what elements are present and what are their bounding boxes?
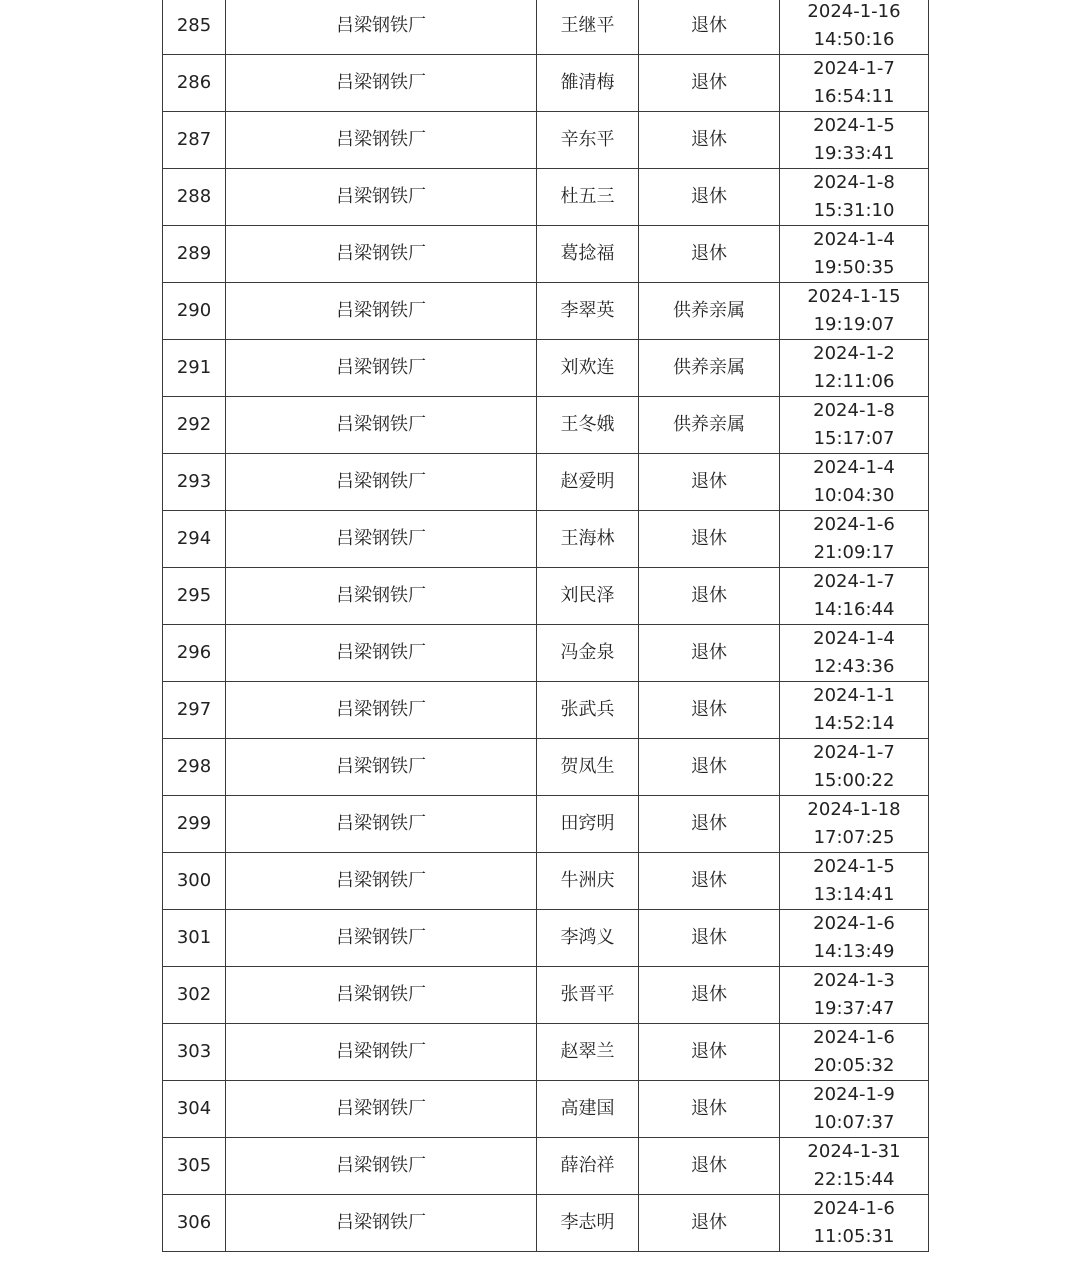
row-number-cell: 298	[163, 739, 226, 796]
table-row	[163, 283, 929, 340]
timestamp-time: 14:52:14	[813, 713, 895, 734]
category-cell: 退休	[639, 454, 780, 511]
category-cell: 退休	[639, 55, 780, 112]
timestamp-cell	[780, 739, 929, 796]
row-number-cell: 302	[163, 967, 226, 1024]
row-number-cell: 292	[163, 397, 226, 454]
row-number-cell: 286	[163, 55, 226, 112]
name-cell: 冯金泉	[537, 625, 639, 682]
name-cell: 高建国	[537, 1081, 639, 1138]
unit-cell: 吕梁钢铁厂	[226, 625, 537, 682]
name-cell: 王继平	[537, 0, 639, 55]
unit-cell: 吕梁钢铁厂	[226, 283, 537, 340]
unit-cell: 吕梁钢铁厂	[226, 967, 537, 1024]
table-row	[163, 625, 929, 682]
unit-cell: 吕梁钢铁厂	[226, 796, 537, 853]
timestamp-date: 2024-1-2	[813, 343, 895, 364]
name-cell: 张武兵	[537, 682, 639, 739]
timestamp-date: 2024-1-8	[813, 400, 895, 421]
unit-cell: 吕梁钢铁厂	[226, 226, 537, 283]
row-number-cell: 297	[163, 682, 226, 739]
unit-cell: 吕梁钢铁厂	[226, 910, 537, 967]
table-row	[163, 853, 929, 910]
table-row	[163, 397, 929, 454]
name-cell: 田窍明	[537, 796, 639, 853]
timestamp-time: 12:43:36	[813, 656, 895, 677]
unit-cell: 吕梁钢铁厂	[226, 1024, 537, 1081]
timestamp-time: 17:07:25	[813, 827, 895, 848]
timestamp-cell	[780, 1195, 929, 1252]
category-cell: 退休	[639, 796, 780, 853]
name-cell: 杜五三	[537, 169, 639, 226]
timestamp-time: 21:09:17	[813, 542, 895, 563]
row-number-cell: 301	[163, 910, 226, 967]
unit-cell: 吕梁钢铁厂	[226, 397, 537, 454]
timestamp-date: 2024-1-15	[807, 286, 901, 307]
timestamp-date: 2024-1-6	[813, 514, 895, 535]
category-cell: 退休	[639, 1081, 780, 1138]
category-cell: 退休	[639, 112, 780, 169]
name-cell: 牛洲庆	[537, 853, 639, 910]
timestamp-date: 2024-1-7	[813, 571, 895, 592]
timestamp-cell	[780, 454, 929, 511]
timestamp-cell	[780, 1024, 929, 1081]
timestamp-cell	[780, 340, 929, 397]
category-cell: 退休	[639, 169, 780, 226]
category-cell: 退休	[639, 511, 780, 568]
table-row	[163, 169, 929, 226]
row-number-cell: 304	[163, 1081, 226, 1138]
name-cell: 张晋平	[537, 967, 639, 1024]
table-row	[163, 340, 929, 397]
unit-cell: 吕梁钢铁厂	[226, 1195, 537, 1252]
table-row	[163, 226, 929, 283]
row-number-cell: 291	[163, 340, 226, 397]
name-cell: 辛东平	[537, 112, 639, 169]
row-number-cell: 293	[163, 454, 226, 511]
timestamp-time: 12:11:06	[813, 371, 895, 392]
timestamp-date: 2024-1-4	[813, 628, 895, 649]
timestamp-cell	[780, 682, 929, 739]
category-cell: 退休	[639, 0, 780, 55]
timestamp-date: 2024-1-4	[813, 457, 895, 478]
timestamp-cell	[780, 910, 929, 967]
timestamp-time: 10:07:37	[813, 1112, 895, 1133]
timestamp-cell	[780, 112, 929, 169]
category-cell: 退休	[639, 1024, 780, 1081]
timestamp-date: 2024-1-4	[813, 229, 895, 250]
table-row	[163, 112, 929, 169]
timestamp-time: 14:50:16	[813, 29, 895, 50]
timestamp-cell	[780, 853, 929, 910]
roster-table-body	[163, 0, 929, 1252]
row-number-cell: 285	[163, 0, 226, 55]
table-row	[163, 568, 929, 625]
timestamp-date: 2024-1-16	[807, 1, 901, 22]
category-cell: 退休	[639, 682, 780, 739]
category-cell: 退休	[639, 1195, 780, 1252]
timestamp-time: 16:54:11	[813, 86, 895, 107]
category-cell: 供养亲属	[639, 340, 780, 397]
row-number-cell: 289	[163, 226, 226, 283]
timestamp-date: 2024-1-1	[813, 685, 895, 706]
name-cell: 李志明	[537, 1195, 639, 1252]
timestamp-date: 2024-1-18	[807, 799, 901, 820]
category-cell: 退休	[639, 1138, 780, 1195]
unit-cell: 吕梁钢铁厂	[226, 682, 537, 739]
unit-cell: 吕梁钢铁厂	[226, 454, 537, 511]
timestamp-time: 14:13:49	[813, 941, 895, 962]
unit-cell: 吕梁钢铁厂	[226, 169, 537, 226]
timestamp-date: 2024-1-6	[813, 913, 895, 934]
unit-cell: 吕梁钢铁厂	[226, 112, 537, 169]
timestamp-date: 2024-1-9	[813, 1084, 895, 1105]
name-cell: 李鸿义	[537, 910, 639, 967]
unit-cell: 吕梁钢铁厂	[226, 55, 537, 112]
timestamp-cell	[780, 1081, 929, 1138]
unit-cell: 吕梁钢铁厂	[226, 568, 537, 625]
category-cell: 供养亲属	[639, 397, 780, 454]
name-cell: 李翠英	[537, 283, 639, 340]
timestamp-cell	[780, 1138, 929, 1195]
table-row	[163, 1195, 929, 1252]
timestamp-time: 20:05:32	[813, 1055, 895, 1076]
name-cell: 刘欢连	[537, 340, 639, 397]
timestamp-cell	[780, 0, 929, 55]
table-row	[163, 910, 929, 967]
name-cell: 王冬娥	[537, 397, 639, 454]
row-number-cell: 300	[163, 853, 226, 910]
timestamp-date: 2024-1-6	[813, 1198, 895, 1219]
table-row	[163, 682, 929, 739]
category-cell: 供养亲属	[639, 283, 780, 340]
timestamp-time: 10:04:30	[813, 485, 895, 506]
timestamp-cell	[780, 625, 929, 682]
row-number-cell: 288	[163, 169, 226, 226]
unit-cell: 吕梁钢铁厂	[226, 340, 537, 397]
timestamp-cell	[780, 568, 929, 625]
table-row	[163, 739, 929, 796]
timestamp-date: 2024-1-6	[813, 1027, 895, 1048]
table-row	[163, 1024, 929, 1081]
timestamp-time: 22:15:44	[813, 1169, 895, 1190]
timestamp-date: 2024-1-5	[813, 115, 895, 136]
timestamp-date: 2024-1-31	[807, 1141, 901, 1162]
timestamp-time: 19:50:35	[813, 257, 895, 278]
table-row	[163, 796, 929, 853]
table-row	[163, 1081, 929, 1138]
row-number-cell: 305	[163, 1138, 226, 1195]
unit-cell: 吕梁钢铁厂	[226, 511, 537, 568]
timestamp-cell	[780, 226, 929, 283]
name-cell: 薛治祥	[537, 1138, 639, 1195]
timestamp-cell	[780, 967, 929, 1024]
table-row	[163, 454, 929, 511]
name-cell: 雒清梅	[537, 55, 639, 112]
table-row	[163, 0, 929, 55]
name-cell: 葛捻福	[537, 226, 639, 283]
name-cell: 贺凤生	[537, 739, 639, 796]
table-row	[163, 511, 929, 568]
unit-cell: 吕梁钢铁厂	[226, 0, 537, 55]
timestamp-date: 2024-1-7	[813, 742, 895, 763]
timestamp-time: 19:33:41	[813, 143, 895, 164]
timestamp-cell	[780, 283, 929, 340]
row-number-cell: 290	[163, 283, 226, 340]
timestamp-date: 2024-1-8	[813, 172, 895, 193]
category-cell: 退休	[639, 967, 780, 1024]
timestamp-cell	[780, 511, 929, 568]
table-row	[163, 1138, 929, 1195]
name-cell: 王海林	[537, 511, 639, 568]
row-number-cell: 296	[163, 625, 226, 682]
timestamp-cell	[780, 55, 929, 112]
row-number-cell: 294	[163, 511, 226, 568]
row-number-cell: 299	[163, 796, 226, 853]
timestamp-time: 15:00:22	[813, 770, 895, 791]
category-cell: 退休	[639, 568, 780, 625]
row-number-cell: 287	[163, 112, 226, 169]
timestamp-time: 13:14:41	[813, 884, 895, 905]
table-row	[163, 55, 929, 112]
unit-cell: 吕梁钢铁厂	[226, 739, 537, 796]
name-cell: 刘民泽	[537, 568, 639, 625]
row-number-cell: 306	[163, 1195, 226, 1252]
timestamp-cell	[780, 796, 929, 853]
timestamp-time: 15:17:07	[813, 428, 895, 449]
timestamp-time: 19:19:07	[813, 314, 895, 335]
unit-cell: 吕梁钢铁厂	[226, 1138, 537, 1195]
table-row	[163, 967, 929, 1024]
row-number-cell: 303	[163, 1024, 226, 1081]
roster-table	[162, 0, 929, 1252]
unit-cell: 吕梁钢铁厂	[226, 853, 537, 910]
timestamp-date: 2024-1-7	[813, 58, 895, 79]
timestamp-time: 19:37:47	[813, 998, 895, 1019]
timestamp-date: 2024-1-3	[813, 970, 895, 991]
row-number-cell: 295	[163, 568, 226, 625]
category-cell: 退休	[639, 226, 780, 283]
timestamp-cell	[780, 169, 929, 226]
timestamp-date: 2024-1-5	[813, 856, 895, 877]
category-cell: 退休	[639, 910, 780, 967]
unit-cell: 吕梁钢铁厂	[226, 1081, 537, 1138]
timestamp-time: 14:16:44	[813, 599, 895, 620]
category-cell: 退休	[639, 853, 780, 910]
timestamp-time: 11:05:31	[813, 1226, 895, 1247]
category-cell: 退休	[639, 625, 780, 682]
category-cell: 退休	[639, 739, 780, 796]
name-cell: 赵爱明	[537, 454, 639, 511]
timestamp-time: 15:31:10	[813, 200, 895, 221]
timestamp-cell	[780, 397, 929, 454]
name-cell: 赵翠兰	[537, 1024, 639, 1081]
